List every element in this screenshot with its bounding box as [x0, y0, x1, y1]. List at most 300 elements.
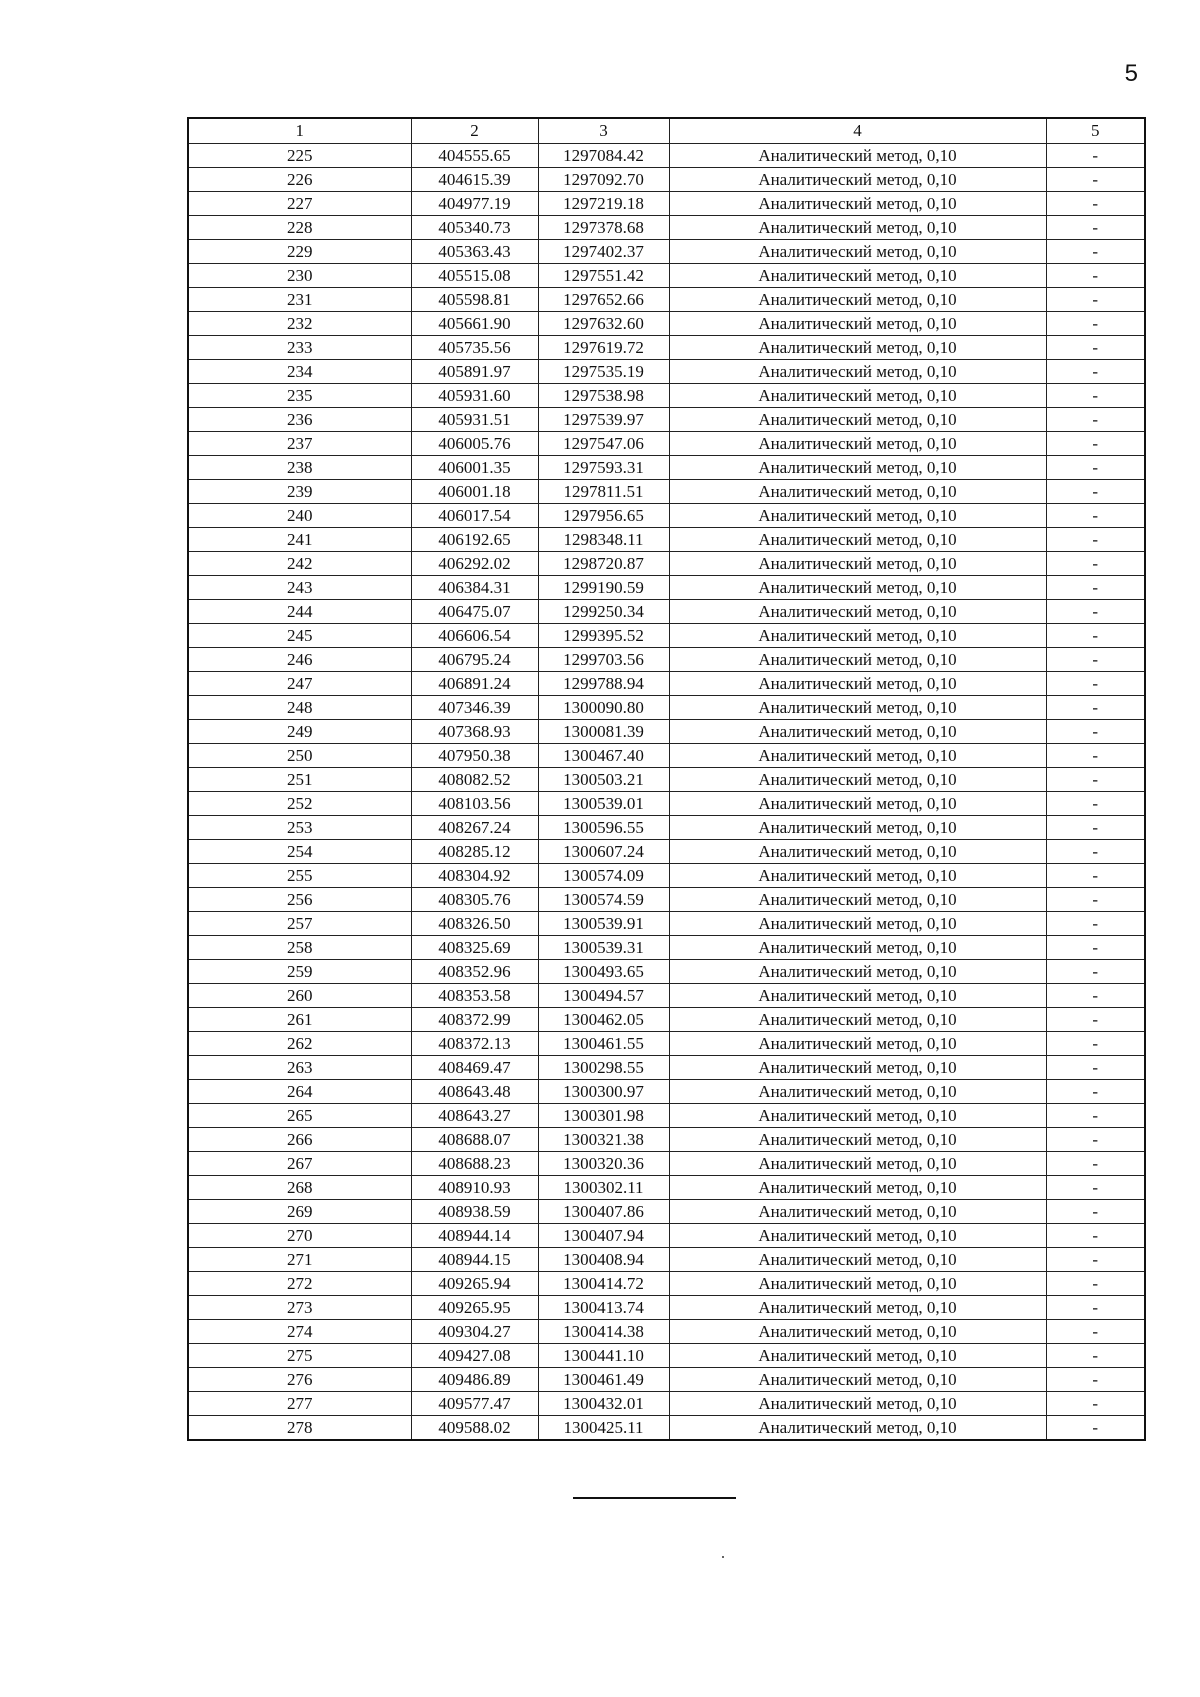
y-coordinate-cell: 1300413.74	[538, 1296, 669, 1320]
x-coordinate-cell: 408944.14	[411, 1224, 538, 1248]
note-cell: -	[1046, 384, 1145, 408]
y-coordinate-cell: 1300493.65	[538, 960, 669, 984]
note-cell: -	[1046, 600, 1145, 624]
point-number-cell: 271	[188, 1248, 411, 1272]
table-row	[188, 576, 1145, 600]
note-cell: -	[1046, 192, 1145, 216]
x-coordinate-cell: 408372.99	[411, 1008, 538, 1032]
y-coordinate-cell: 1300414.72	[538, 1272, 669, 1296]
table-row	[188, 1080, 1145, 1104]
point-number-cell: 235	[188, 384, 411, 408]
y-coordinate-cell: 1300302.11	[538, 1176, 669, 1200]
method-cell: Аналитический метод, 0,10	[669, 1296, 1046, 1320]
y-coordinate-cell: 1297084.42	[538, 144, 669, 168]
x-coordinate-cell: 406017.54	[411, 504, 538, 528]
method-cell: Аналитический метод, 0,10	[669, 264, 1046, 288]
y-coordinate-cell: 1297092.70	[538, 168, 669, 192]
method-cell: Аналитический метод, 0,10	[669, 1224, 1046, 1248]
note-cell: -	[1046, 1032, 1145, 1056]
table-row	[188, 888, 1145, 912]
y-coordinate-cell: 1297593.31	[538, 456, 669, 480]
x-coordinate-cell: 406192.65	[411, 528, 538, 552]
x-coordinate-cell: 407368.93	[411, 720, 538, 744]
method-cell: Аналитический метод, 0,10	[669, 720, 1046, 744]
x-coordinate-cell: 406001.18	[411, 480, 538, 504]
table-row	[188, 216, 1145, 240]
x-coordinate-cell: 408938.59	[411, 1200, 538, 1224]
note-cell: -	[1046, 432, 1145, 456]
method-cell: Аналитический метод, 0,10	[669, 768, 1046, 792]
note-cell: -	[1046, 984, 1145, 1008]
coordinates-table	[187, 117, 1146, 1441]
point-number-cell: 248	[188, 696, 411, 720]
note-cell: -	[1046, 696, 1145, 720]
note-cell: -	[1046, 408, 1145, 432]
table-row	[188, 600, 1145, 624]
method-cell: Аналитический метод, 0,10	[669, 672, 1046, 696]
table-row	[188, 1176, 1145, 1200]
table-row	[188, 960, 1145, 984]
method-cell: Аналитический метод, 0,10	[669, 744, 1046, 768]
y-coordinate-cell: 1300539.01	[538, 792, 669, 816]
method-cell: Аналитический метод, 0,10	[669, 1320, 1046, 1344]
method-cell: Аналитический метод, 0,10	[669, 144, 1046, 168]
y-coordinate-cell: 1300432.01	[538, 1392, 669, 1416]
x-coordinate-cell: 405363.43	[411, 240, 538, 264]
point-number-cell: 249	[188, 720, 411, 744]
x-coordinate-cell: 408267.24	[411, 816, 538, 840]
point-number-cell: 278	[188, 1416, 411, 1441]
y-coordinate-cell: 1300539.91	[538, 912, 669, 936]
x-coordinate-cell: 409577.47	[411, 1392, 538, 1416]
x-coordinate-cell: 405598.81	[411, 288, 538, 312]
note-cell: -	[1046, 864, 1145, 888]
y-coordinate-cell: 1297535.19	[538, 360, 669, 384]
table-header	[188, 118, 1145, 144]
table-row	[188, 768, 1145, 792]
table-row	[188, 384, 1145, 408]
x-coordinate-cell: 408372.13	[411, 1032, 538, 1056]
method-cell: Аналитический метод, 0,10	[669, 1176, 1046, 1200]
point-number-cell: 231	[188, 288, 411, 312]
x-coordinate-cell: 405340.73	[411, 216, 538, 240]
note-cell: -	[1046, 1104, 1145, 1128]
method-cell: Аналитический метод, 0,10	[669, 624, 1046, 648]
point-number-cell: 238	[188, 456, 411, 480]
method-cell: Аналитический метод, 0,10	[669, 648, 1046, 672]
method-cell: Аналитический метод, 0,10	[669, 1248, 1046, 1272]
table-row	[188, 528, 1145, 552]
y-coordinate-cell: 1297652.66	[538, 288, 669, 312]
note-cell: -	[1046, 816, 1145, 840]
table-row	[188, 984, 1145, 1008]
note-cell: -	[1046, 216, 1145, 240]
point-number-cell: 232	[188, 312, 411, 336]
y-coordinate-cell: 1299250.34	[538, 600, 669, 624]
point-number-cell: 244	[188, 600, 411, 624]
method-cell: Аналитический метод, 0,10	[669, 1368, 1046, 1392]
point-number-cell: 226	[188, 168, 411, 192]
table-row	[188, 840, 1145, 864]
method-cell: Аналитический метод, 0,10	[669, 1344, 1046, 1368]
table-row	[188, 1272, 1145, 1296]
y-coordinate-cell: 1297551.42	[538, 264, 669, 288]
y-coordinate-cell: 1300425.11	[538, 1416, 669, 1441]
point-number-cell: 247	[188, 672, 411, 696]
table-row	[188, 144, 1145, 168]
y-coordinate-cell: 1297219.18	[538, 192, 669, 216]
method-cell: Аналитический метод, 0,10	[669, 1152, 1046, 1176]
column-header-5: 5	[1046, 118, 1145, 144]
table-row	[188, 744, 1145, 768]
point-number-cell: 270	[188, 1224, 411, 1248]
x-coordinate-cell: 408910.93	[411, 1176, 538, 1200]
x-coordinate-cell: 406292.02	[411, 552, 538, 576]
y-coordinate-cell: 1300408.94	[538, 1248, 669, 1272]
method-cell: Аналитический метод, 0,10	[669, 1392, 1046, 1416]
note-cell: -	[1046, 312, 1145, 336]
point-number-cell: 236	[188, 408, 411, 432]
point-number-cell: 277	[188, 1392, 411, 1416]
point-number-cell: 255	[188, 864, 411, 888]
page-number: 5	[1124, 60, 1138, 87]
method-cell: Аналитический метод, 0,10	[669, 432, 1046, 456]
table-row	[188, 1344, 1145, 1368]
table-row	[188, 552, 1145, 576]
y-coordinate-cell: 1300441.10	[538, 1344, 669, 1368]
note-cell: -	[1046, 888, 1145, 912]
y-coordinate-cell: 1297538.98	[538, 384, 669, 408]
y-coordinate-cell: 1299703.56	[538, 648, 669, 672]
point-number-cell: 234	[188, 360, 411, 384]
scan-speck	[722, 1556, 724, 1558]
method-cell: Аналитический метод, 0,10	[669, 1128, 1046, 1152]
x-coordinate-cell: 406001.35	[411, 456, 538, 480]
y-coordinate-cell: 1300407.86	[538, 1200, 669, 1224]
method-cell: Аналитический метод, 0,10	[669, 192, 1046, 216]
y-coordinate-cell: 1299788.94	[538, 672, 669, 696]
table-row	[188, 1200, 1145, 1224]
y-coordinate-cell: 1300494.57	[538, 984, 669, 1008]
note-cell: -	[1046, 336, 1145, 360]
table-row	[188, 240, 1145, 264]
table-row	[188, 360, 1145, 384]
table-row	[188, 1056, 1145, 1080]
method-cell: Аналитический метод, 0,10	[669, 408, 1046, 432]
table-row	[188, 672, 1145, 696]
y-coordinate-cell: 1299395.52	[538, 624, 669, 648]
table-row	[188, 288, 1145, 312]
x-coordinate-cell: 405515.08	[411, 264, 538, 288]
y-coordinate-cell: 1300301.98	[538, 1104, 669, 1128]
note-cell: -	[1046, 768, 1145, 792]
table-row	[188, 1104, 1145, 1128]
point-number-cell: 266	[188, 1128, 411, 1152]
y-coordinate-cell: 1300574.59	[538, 888, 669, 912]
column-header-3: 3	[538, 118, 669, 144]
method-cell: Аналитический метод, 0,10	[669, 240, 1046, 264]
table-row	[188, 648, 1145, 672]
table-row	[188, 312, 1145, 336]
point-number-cell: 253	[188, 816, 411, 840]
point-number-cell: 250	[188, 744, 411, 768]
note-cell: -	[1046, 1224, 1145, 1248]
point-number-cell: 225	[188, 144, 411, 168]
x-coordinate-cell: 407950.38	[411, 744, 538, 768]
footer-rule	[573, 1497, 736, 1499]
table-row	[188, 792, 1145, 816]
note-cell: -	[1046, 144, 1145, 168]
x-coordinate-cell: 408103.56	[411, 792, 538, 816]
table-row	[188, 264, 1145, 288]
x-coordinate-cell: 408353.58	[411, 984, 538, 1008]
table-row	[188, 1248, 1145, 1272]
note-cell: -	[1046, 1080, 1145, 1104]
table-row	[188, 1032, 1145, 1056]
y-coordinate-cell: 1297619.72	[538, 336, 669, 360]
table-row	[188, 192, 1145, 216]
x-coordinate-cell: 406005.76	[411, 432, 538, 456]
method-cell: Аналитический метод, 0,10	[669, 792, 1046, 816]
y-coordinate-cell: 1297956.65	[538, 504, 669, 528]
table-row	[188, 504, 1145, 528]
method-cell: Аналитический метод, 0,10	[669, 600, 1046, 624]
x-coordinate-cell: 408688.23	[411, 1152, 538, 1176]
table-row	[188, 720, 1145, 744]
point-number-cell: 240	[188, 504, 411, 528]
note-cell: -	[1046, 1200, 1145, 1224]
note-cell: -	[1046, 912, 1145, 936]
note-cell: -	[1046, 1392, 1145, 1416]
method-cell: Аналитический метод, 0,10	[669, 936, 1046, 960]
y-coordinate-cell: 1300321.38	[538, 1128, 669, 1152]
table-row	[188, 1008, 1145, 1032]
header-row	[188, 118, 1145, 144]
y-coordinate-cell: 1300407.94	[538, 1224, 669, 1248]
y-coordinate-cell: 1300596.55	[538, 816, 669, 840]
method-cell: Аналитический метод, 0,10	[669, 840, 1046, 864]
x-coordinate-cell: 405931.51	[411, 408, 538, 432]
point-number-cell: 272	[188, 1272, 411, 1296]
note-cell: -	[1046, 960, 1145, 984]
x-coordinate-cell: 405931.60	[411, 384, 538, 408]
x-coordinate-cell: 405735.56	[411, 336, 538, 360]
table-row	[188, 456, 1145, 480]
y-coordinate-cell: 1299190.59	[538, 576, 669, 600]
x-coordinate-cell: 408325.69	[411, 936, 538, 960]
y-coordinate-cell: 1300414.38	[538, 1320, 669, 1344]
note-cell: -	[1046, 576, 1145, 600]
point-number-cell: 246	[188, 648, 411, 672]
table-row	[188, 408, 1145, 432]
x-coordinate-cell: 405661.90	[411, 312, 538, 336]
point-number-cell: 239	[188, 480, 411, 504]
point-number-cell: 269	[188, 1200, 411, 1224]
point-number-cell: 237	[188, 432, 411, 456]
point-number-cell: 245	[188, 624, 411, 648]
note-cell: -	[1046, 288, 1145, 312]
table-row	[188, 936, 1145, 960]
x-coordinate-cell: 409265.94	[411, 1272, 538, 1296]
note-cell: -	[1046, 672, 1145, 696]
table-row	[188, 912, 1145, 936]
x-coordinate-cell: 408469.47	[411, 1056, 538, 1080]
column-header-1: 1	[188, 118, 411, 144]
table-row	[188, 336, 1145, 360]
method-cell: Аналитический метод, 0,10	[669, 960, 1046, 984]
method-cell: Аналитический метод, 0,10	[669, 1104, 1046, 1128]
note-cell: -	[1046, 840, 1145, 864]
note-cell: -	[1046, 720, 1145, 744]
x-coordinate-cell: 408688.07	[411, 1128, 538, 1152]
y-coordinate-cell: 1300081.39	[538, 720, 669, 744]
point-number-cell: 267	[188, 1152, 411, 1176]
point-number-cell: 262	[188, 1032, 411, 1056]
note-cell: -	[1046, 1368, 1145, 1392]
note-cell: -	[1046, 264, 1145, 288]
x-coordinate-cell: 409265.95	[411, 1296, 538, 1320]
point-number-cell: 228	[188, 216, 411, 240]
point-number-cell: 260	[188, 984, 411, 1008]
point-number-cell: 265	[188, 1104, 411, 1128]
note-cell: -	[1046, 552, 1145, 576]
method-cell: Аналитический метод, 0,10	[669, 696, 1046, 720]
method-cell: Аналитический метод, 0,10	[669, 1008, 1046, 1032]
point-number-cell: 243	[188, 576, 411, 600]
x-coordinate-cell: 408082.52	[411, 768, 538, 792]
point-number-cell: 252	[188, 792, 411, 816]
point-number-cell: 229	[188, 240, 411, 264]
x-coordinate-cell: 406475.07	[411, 600, 538, 624]
table-body	[188, 144, 1145, 1441]
method-cell: Аналитический метод, 0,10	[669, 168, 1046, 192]
point-number-cell: 263	[188, 1056, 411, 1080]
point-number-cell: 275	[188, 1344, 411, 1368]
note-cell: -	[1046, 1416, 1145, 1441]
note-cell: -	[1046, 528, 1145, 552]
x-coordinate-cell: 408352.96	[411, 960, 538, 984]
method-cell: Аналитический метод, 0,10	[669, 504, 1046, 528]
method-cell: Аналитический метод, 0,10	[669, 1416, 1046, 1441]
table-row	[188, 1320, 1145, 1344]
method-cell: Аналитический метод, 0,10	[669, 456, 1046, 480]
table-row	[188, 1392, 1145, 1416]
x-coordinate-cell: 409427.08	[411, 1344, 538, 1368]
x-coordinate-cell: 406606.54	[411, 624, 538, 648]
point-number-cell: 256	[188, 888, 411, 912]
y-coordinate-cell: 1300298.55	[538, 1056, 669, 1080]
x-coordinate-cell: 406795.24	[411, 648, 538, 672]
x-coordinate-cell: 406384.31	[411, 576, 538, 600]
point-number-cell: 261	[188, 1008, 411, 1032]
table-row	[188, 864, 1145, 888]
x-coordinate-cell: 404615.39	[411, 168, 538, 192]
y-coordinate-cell: 1297632.60	[538, 312, 669, 336]
column-header-4: 4	[669, 118, 1046, 144]
note-cell: -	[1046, 456, 1145, 480]
note-cell: -	[1046, 1128, 1145, 1152]
table-row	[188, 1368, 1145, 1392]
method-cell: Аналитический метод, 0,10	[669, 1080, 1046, 1104]
method-cell: Аналитический метод, 0,10	[669, 912, 1046, 936]
table-row	[188, 1128, 1145, 1152]
y-coordinate-cell: 1297539.97	[538, 408, 669, 432]
method-cell: Аналитический метод, 0,10	[669, 1032, 1046, 1056]
point-number-cell: 276	[188, 1368, 411, 1392]
point-number-cell: 257	[188, 912, 411, 936]
y-coordinate-cell: 1298720.87	[538, 552, 669, 576]
note-cell: -	[1046, 936, 1145, 960]
method-cell: Аналитический метод, 0,10	[669, 552, 1046, 576]
method-cell: Аналитический метод, 0,10	[669, 528, 1046, 552]
method-cell: Аналитический метод, 0,10	[669, 1056, 1046, 1080]
note-cell: -	[1046, 744, 1145, 768]
note-cell: -	[1046, 360, 1145, 384]
note-cell: -	[1046, 1176, 1145, 1200]
note-cell: -	[1046, 1344, 1145, 1368]
table-row	[188, 624, 1145, 648]
x-coordinate-cell: 408326.50	[411, 912, 538, 936]
x-coordinate-cell: 409486.89	[411, 1368, 538, 1392]
y-coordinate-cell: 1300607.24	[538, 840, 669, 864]
method-cell: Аналитический метод, 0,10	[669, 576, 1046, 600]
table-row	[188, 696, 1145, 720]
note-cell: -	[1046, 1248, 1145, 1272]
x-coordinate-cell: 404977.19	[411, 192, 538, 216]
y-coordinate-cell: 1297378.68	[538, 216, 669, 240]
point-number-cell: 258	[188, 936, 411, 960]
x-coordinate-cell: 408643.27	[411, 1104, 538, 1128]
point-number-cell: 230	[188, 264, 411, 288]
x-coordinate-cell: 409588.02	[411, 1416, 538, 1441]
x-coordinate-cell: 408285.12	[411, 840, 538, 864]
x-coordinate-cell: 407346.39	[411, 696, 538, 720]
x-coordinate-cell: 408643.48	[411, 1080, 538, 1104]
table-row	[188, 816, 1145, 840]
y-coordinate-cell: 1300462.05	[538, 1008, 669, 1032]
method-cell: Аналитический метод, 0,10	[669, 888, 1046, 912]
table-row	[188, 1416, 1145, 1441]
column-header-2: 2	[411, 118, 538, 144]
method-cell: Аналитический метод, 0,10	[669, 312, 1046, 336]
method-cell: Аналитический метод, 0,10	[669, 384, 1046, 408]
table-row	[188, 168, 1145, 192]
method-cell: Аналитический метод, 0,10	[669, 216, 1046, 240]
method-cell: Аналитический метод, 0,10	[669, 1200, 1046, 1224]
method-cell: Аналитический метод, 0,10	[669, 1272, 1046, 1296]
x-coordinate-cell: 408304.92	[411, 864, 538, 888]
point-number-cell: 268	[188, 1176, 411, 1200]
x-coordinate-cell: 408305.76	[411, 888, 538, 912]
y-coordinate-cell: 1297811.51	[538, 480, 669, 504]
method-cell: Аналитический метод, 0,10	[669, 984, 1046, 1008]
y-coordinate-cell: 1300461.55	[538, 1032, 669, 1056]
note-cell: -	[1046, 1152, 1145, 1176]
point-number-cell: 264	[188, 1080, 411, 1104]
note-cell: -	[1046, 1056, 1145, 1080]
method-cell: Аналитический метод, 0,10	[669, 360, 1046, 384]
x-coordinate-cell: 409304.27	[411, 1320, 538, 1344]
y-coordinate-cell: 1300467.40	[538, 744, 669, 768]
y-coordinate-cell: 1300090.80	[538, 696, 669, 720]
y-coordinate-cell: 1300461.49	[538, 1368, 669, 1392]
method-cell: Аналитический метод, 0,10	[669, 480, 1046, 504]
note-cell: -	[1046, 648, 1145, 672]
note-cell: -	[1046, 624, 1145, 648]
point-number-cell: 259	[188, 960, 411, 984]
x-coordinate-cell: 406891.24	[411, 672, 538, 696]
method-cell: Аналитический метод, 0,10	[669, 288, 1046, 312]
